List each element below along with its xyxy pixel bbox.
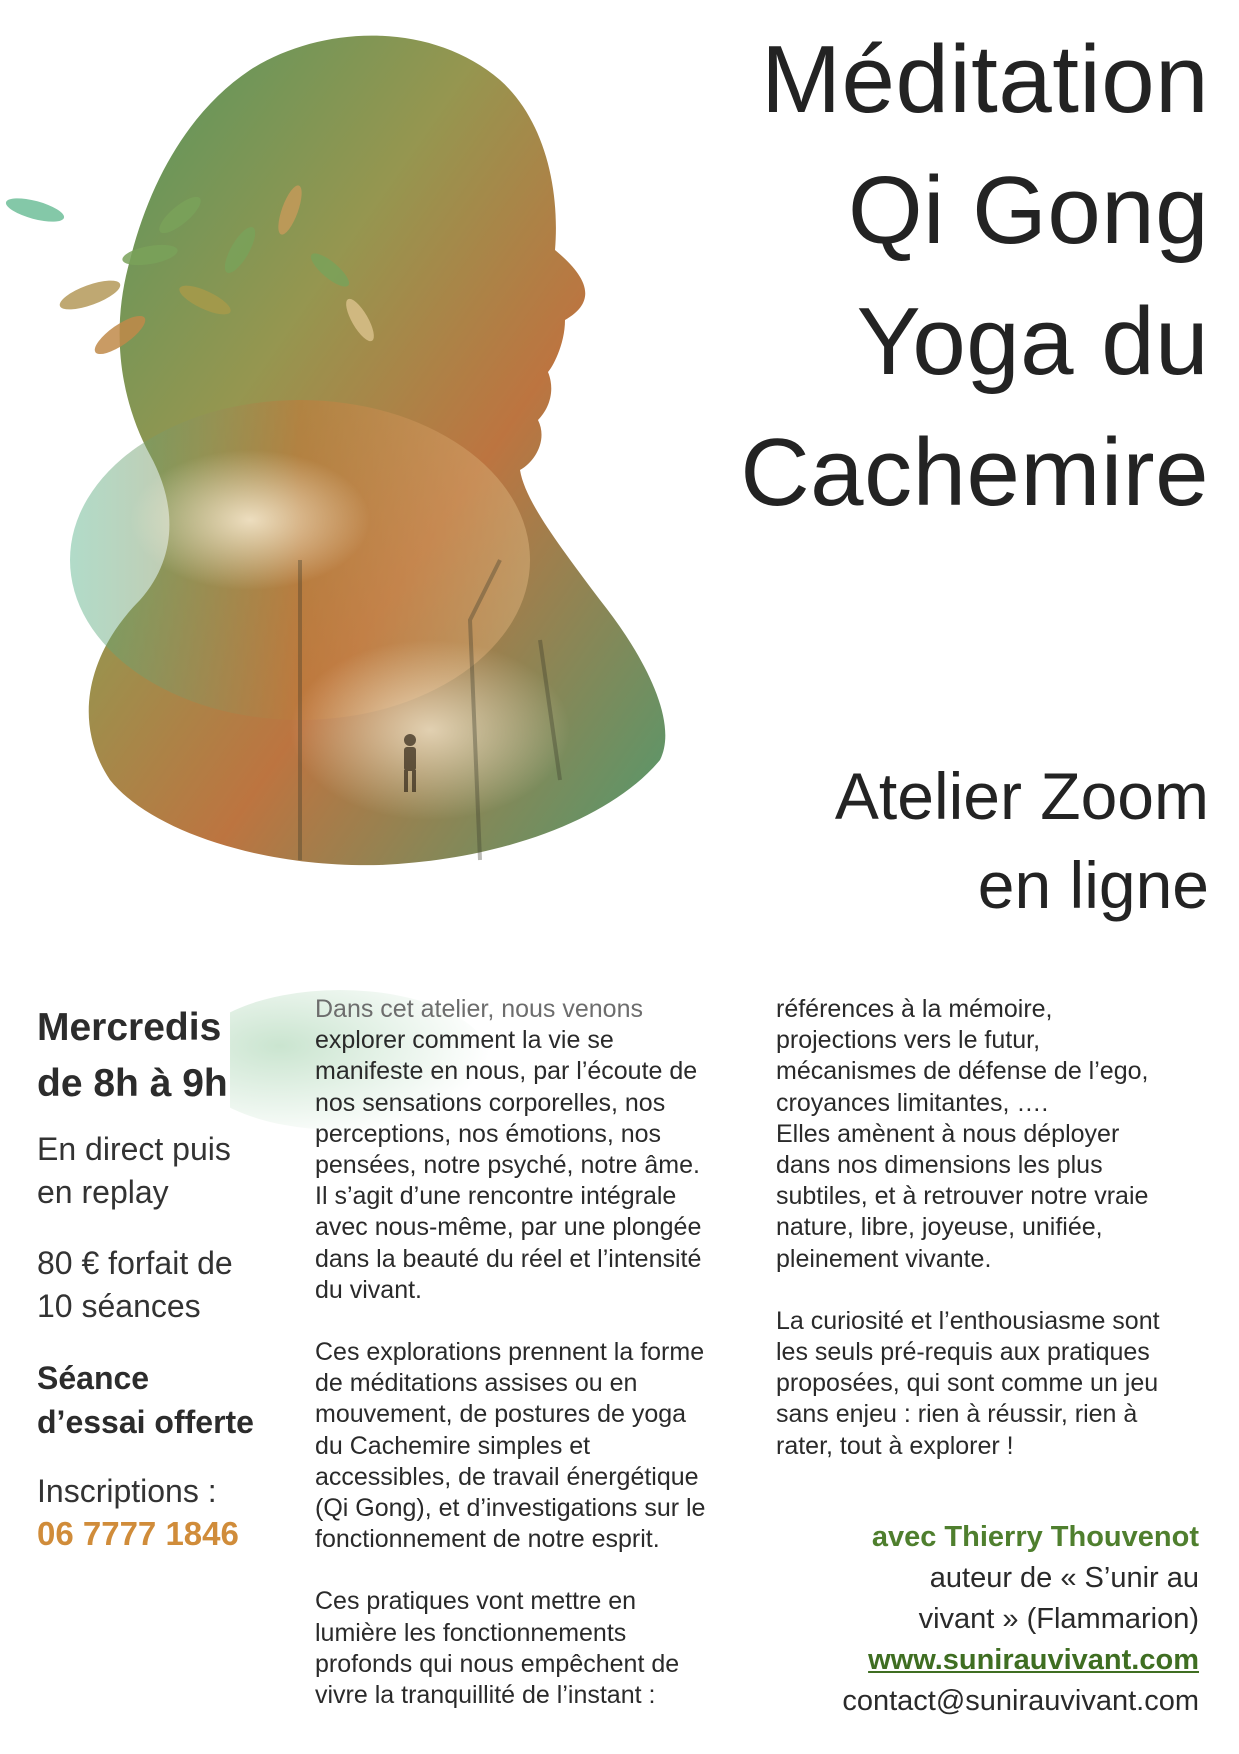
title-line: Qi Gong	[847, 157, 1209, 264]
info-sidebar	[37, 1000, 292, 1555]
text-line: accessibles, de travail énergétique	[315, 1462, 699, 1491]
text-line: Elles amènent à nous déployer	[776, 1119, 1120, 1148]
text-line: subtiles, et à retrouver notre vraie	[776, 1182, 1149, 1211]
text-line: références à la mémoire,	[776, 995, 1053, 1023]
page-title	[740, 14, 1209, 538]
text-line: fonctionnement de notre esprit.	[315, 1525, 660, 1554]
text-line: du Cachemire simples et	[315, 1431, 591, 1460]
book-line: auteur de « S’unir au	[929, 1562, 1199, 1594]
text-line: projections vers le futur,	[776, 1026, 1041, 1055]
text-line: vivre la tranquillité de l’instant :	[315, 1681, 656, 1710]
price	[37, 1242, 292, 1328]
text-line: dans la beauté du réel et l’intensité	[315, 1244, 702, 1273]
email-link[interactable]: contact@sunirauvivant.com	[842, 1685, 1199, 1717]
author-name: avec Thierry Thouvenot	[871, 1521, 1199, 1553]
text-line: pleinement vivante.	[776, 1244, 992, 1273]
atelier-line: en ligne	[977, 848, 1209, 922]
text-line: sans enjeu : rien à réussir, rien à	[776, 1400, 1138, 1429]
text-line: croyances limitantes, ….	[776, 1088, 1049, 1117]
paragraph	[315, 1337, 755, 1555]
price-line: 80 € forfait de	[37, 1245, 233, 1281]
text-line: manifeste en nous, par l’écoute de	[315, 1057, 698, 1086]
schedule-line: de 8h à 9h	[37, 1062, 228, 1105]
text-line: explorer comment la vie se	[315, 1026, 614, 1055]
text-line: proposées, qui sont comme un jeu	[776, 1369, 1159, 1398]
text-line: perceptions, nos émotions, nos	[315, 1119, 662, 1148]
description-column-2	[776, 994, 1216, 1462]
direct-line: en replay	[37, 1174, 169, 1210]
direct-replay	[37, 1128, 292, 1214]
atelier-subtitle	[835, 752, 1209, 930]
text-line: dans nos dimensions les plus	[776, 1151, 1103, 1180]
text-line: rater, tout à explorer !	[776, 1431, 1014, 1460]
atelier-line: Atelier Zoom	[834, 759, 1209, 833]
title-line: Cachemire	[740, 419, 1209, 526]
title-line: Yoga du	[856, 288, 1209, 395]
offer-line: Séance	[37, 1360, 150, 1396]
trial-offer	[37, 1356, 292, 1444]
book-line: vivant » (Flammarion)	[918, 1603, 1199, 1635]
website-link[interactable]: www.sunirauvivant.com	[868, 1644, 1199, 1676]
text-line: (Qi Gong), et d’investigations sur le	[315, 1494, 706, 1523]
paragraph	[315, 1586, 755, 1711]
text-line: lumière les fonctionnements	[315, 1618, 627, 1647]
text-line: Ces explorations prennent la forme	[315, 1338, 705, 1367]
price-line: 10 séances	[37, 1288, 201, 1324]
text-line: de méditations assises ou en	[315, 1369, 638, 1398]
text-line: les seuls pré-requis aux pratiques	[776, 1338, 1150, 1367]
text-line: pensées, notre psyché, notre âme.	[315, 1151, 700, 1180]
direct-line: En direct puis	[37, 1131, 231, 1167]
phone-number[interactable]: 06 7777 1846	[37, 1515, 239, 1552]
text-line: Ces pratiques vont mettre en	[315, 1587, 636, 1616]
text-line: avec nous-même, par une plongée	[315, 1213, 702, 1242]
paragraph	[315, 994, 755, 1306]
schedule	[37, 1000, 292, 1112]
text-line: du vivant.	[315, 1275, 423, 1304]
title-line: Méditation	[761, 26, 1209, 133]
text-line: profonds qui nous empêchent de	[315, 1649, 680, 1678]
description-column-1	[315, 994, 755, 1711]
paragraph	[776, 1306, 1216, 1462]
author-signature	[842, 1517, 1199, 1722]
schedule-line: Mercredis	[37, 1006, 222, 1049]
inscriptions-label: Inscriptions :	[37, 1473, 217, 1509]
silhouette-illustration	[0, 0, 700, 940]
text-line: La curiosité et l’enthousiasme sont	[776, 1306, 1160, 1335]
text-line: nature, libre, joyeuse, unifiée,	[776, 1213, 1103, 1242]
offer-line: d’essai offerte	[37, 1404, 254, 1440]
text-line: Il s’agit d’une rencontre intégrale	[315, 1182, 677, 1211]
paragraph	[776, 994, 1216, 1275]
text-line: mécanismes de défense de l’ego,	[776, 1057, 1149, 1086]
text-line: Dans cet atelier, nous venons	[315, 995, 643, 1023]
text-line: mouvement, de postures de yoga	[315, 1400, 687, 1429]
text-line: nos sensations corporelles, nos	[315, 1088, 666, 1117]
